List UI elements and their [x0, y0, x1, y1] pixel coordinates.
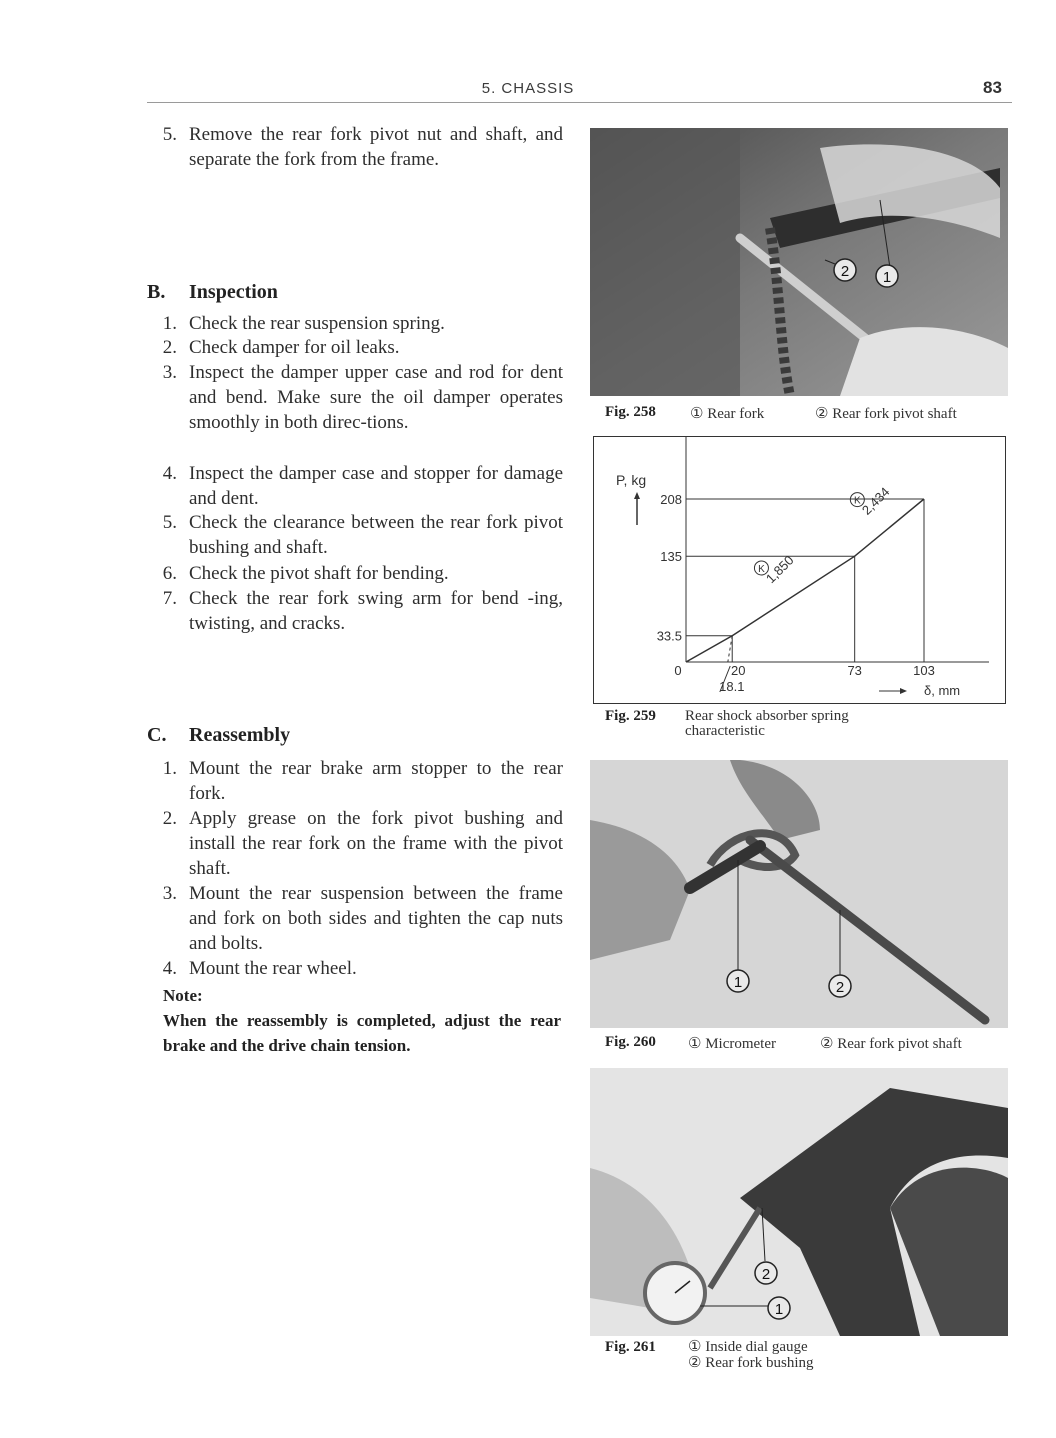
spring-rate-value: 2,434 — [858, 484, 893, 518]
reassembly-item: Apply grease on the fork pivot bushing and install the rear fork on the frame with the pivot shaft. — [189, 808, 563, 879]
list-item-number: 2. — [162, 337, 177, 358]
y-axis-label: P, kg — [616, 472, 647, 488]
list-item-number: 7. — [162, 588, 177, 609]
inspection-item: Check damper for oil leaks. — [189, 337, 400, 358]
x-tick-label: 73 — [847, 663, 862, 678]
fig259-caption — [685, 709, 849, 739]
list-item-number: 6. — [162, 563, 177, 584]
dial-gauge-photo — [590, 1068, 1008, 1336]
callout-1: 1 — [733, 974, 743, 991]
fig258-caption-1: ① Rear fork — [690, 406, 765, 422]
reassembly-item: Mount the rear suspension between the frame and fork on both sides and tighten the cap nuts and bolts. — [189, 883, 563, 954]
inspection-item: Inspect the damper case and stopper for damage and dent. — [189, 463, 563, 509]
x-tick-label: 0 — [674, 663, 682, 678]
y-tick-label: 135 — [660, 549, 682, 565]
section-letter: B. — [147, 281, 166, 303]
step-number: 5. — [162, 124, 177, 145]
section-title: Inspection — [189, 281, 278, 303]
fig260-caption-2: ② Rear fork pivot shaft — [820, 1036, 962, 1052]
section-letter: C. — [147, 724, 167, 746]
reassembly-heading — [147, 724, 290, 747]
micrometer-illustration — [590, 760, 1008, 1028]
inspection-item: Inspect the damper upper case and rod for dent and bend. Make sure the oil damper operates smoothly in both direc-tions. — [189, 362, 563, 433]
extrapolation-line — [728, 636, 732, 662]
callout-2: 2 — [835, 979, 845, 996]
x-tick-label: 20 — [730, 663, 746, 678]
header-rule — [147, 102, 1012, 103]
spring-curve — [686, 499, 924, 662]
spring-rate-value: 1,850 — [762, 552, 797, 587]
note-label: Note: — [163, 986, 203, 1005]
inspection-item: Check the pivot shaft for bending. — [189, 563, 449, 584]
reassembly-item: Mount the rear wheel. — [189, 958, 357, 979]
list-item-number: 2. — [162, 808, 177, 829]
spring-rate-symbol: K — [854, 495, 861, 507]
inspection-item: Check the rear suspension spring. — [189, 313, 445, 334]
list-item-number: 1. — [162, 313, 177, 334]
list-item-number: 4. — [162, 958, 177, 979]
chart-svg — [594, 437, 1004, 702]
fig259-caption-line2: characteristic — [685, 723, 765, 739]
page-number: 83 — [983, 78, 1002, 97]
fig259-label: Fig. 259 — [605, 708, 656, 724]
inspection-heading — [147, 281, 278, 304]
fig260-label: Fig. 260 — [605, 1034, 656, 1050]
spring-characteristic-chart — [593, 436, 1006, 704]
dial-gauge-illustration — [590, 1068, 1008, 1336]
fig261-caption-2: ② Rear fork bushing — [688, 1355, 814, 1371]
y-axis-arrowhead — [634, 492, 640, 499]
list-item-number: 3. — [162, 362, 177, 383]
spring-rate-symbol: K — [758, 563, 765, 575]
x-marker-label: 18.1 — [719, 679, 745, 694]
fig261-captions — [688, 1339, 814, 1371]
fig261-label: Fig. 261 — [605, 1339, 656, 1355]
x-tick-label: 103 — [913, 663, 935, 678]
x-axis-arrowhead — [900, 688, 907, 694]
removal-step-text: Remove the rear fork pivot nut and shaft, and separate the fork from the frame. — [189, 124, 563, 170]
fig259-caption-line1: Rear shock absorber spring — [685, 708, 849, 724]
reassembly-item: Mount the rear brake arm stopper to the rear fork. — [189, 758, 563, 804]
callout-2: 2 — [761, 1266, 771, 1283]
list-item-number: 5. — [162, 512, 177, 533]
y-tick-label: 33.5 — [656, 628, 682, 644]
list-item-number: 3. — [162, 883, 177, 904]
callout-1: 1 — [774, 1301, 784, 1318]
rear-fork-removal-illustration — [590, 128, 1008, 396]
fig260-caption-1: ① Micrometer — [688, 1036, 777, 1052]
rear-fork-removal-photo — [590, 128, 1008, 396]
callout-2: 2 — [840, 263, 850, 280]
fig258-caption-2: ② Rear fork pivot shaft — [815, 406, 957, 422]
list-item-number: 1. — [162, 758, 177, 779]
callout-1: 1 — [882, 269, 892, 286]
note-text: When the reassembly is completed, adjust the rear brake and the drive chain tension. — [163, 1011, 561, 1055]
fig258-label: Fig. 258 — [605, 404, 656, 420]
x-axis-label: δ, mm — [924, 683, 961, 698]
section-title: Reassembly — [189, 724, 291, 746]
y-tick-label: 208 — [660, 492, 682, 507]
running-header: 5. CHASSIS — [481, 80, 575, 97]
inspection-item: Check the clearance between the rear fork pivot bushing and shaft. — [189, 512, 563, 558]
micrometer-photo — [590, 760, 1008, 1028]
fig261-caption-1: ① Inside dial gauge — [688, 1339, 808, 1355]
inspection-item: Check the rear fork swing arm for bend -ing, twisting, and cracks. — [189, 588, 563, 634]
list-item-number: 4. — [162, 463, 177, 484]
